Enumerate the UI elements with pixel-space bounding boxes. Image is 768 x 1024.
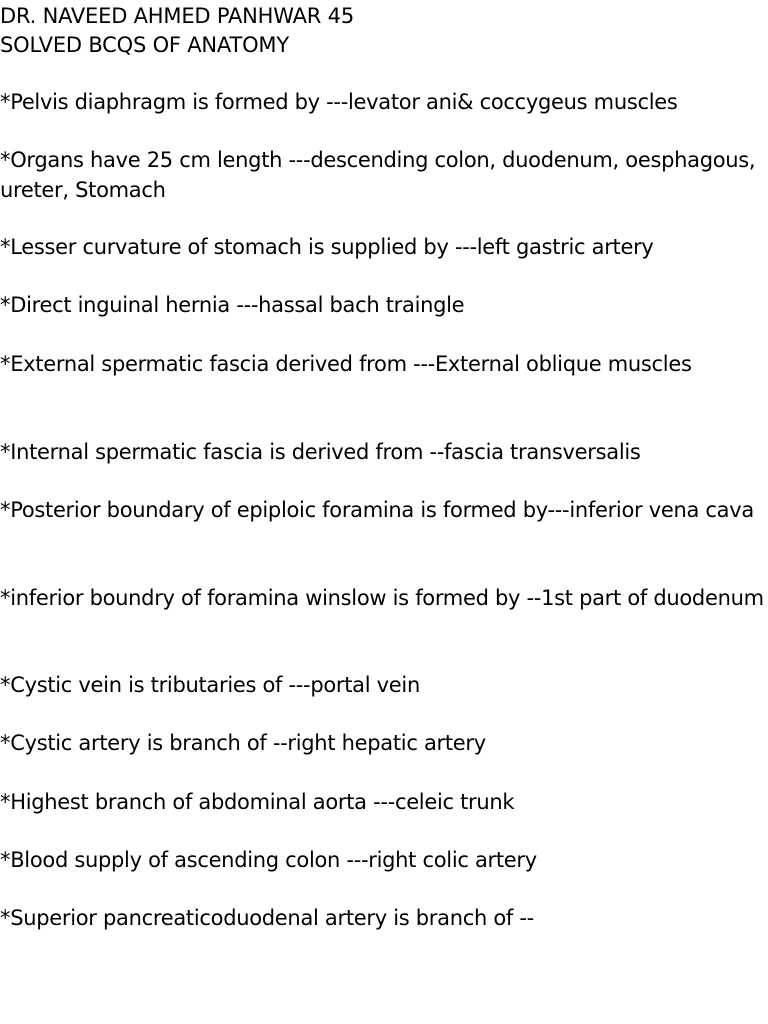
question-item: *Posterior boundary of epiploic foramina is formed by---inferior vena cava — [0, 498, 754, 522]
question-item: *External spermatic fascia derived from ---External oblique muscles — [0, 352, 692, 376]
question-item: *Highest branch of abdominal aorta ---celeic trunk — [0, 790, 515, 814]
question-item: *Organs have 25 cm length ---descending colon, duodenum, oesphagous, ureter, Stomach — [0, 148, 756, 202]
question-item: *Direct inguinal hernia ---hassal bach traingle — [0, 293, 465, 317]
question-item: *Blood supply of ascending colon ---right colic artery — [0, 848, 537, 872]
question-item: *Cystic vein is tributaries of ---portal vein — [0, 673, 420, 697]
author-title: DR. NAVEED AHMED PANHWAR 45 — [0, 4, 354, 28]
question-item: *Pelvis diaphragm is formed by ---levator ani& coccygeus muscles — [0, 90, 678, 114]
question-item: *Internal spermatic fascia is derived from --fascia transversalis — [0, 440, 641, 464]
question-item: *Lesser curvature of stomach is supplied by ---left gastric artery — [0, 235, 654, 259]
question-item: *Superior pancreaticoduodenal artery is branch of -- — [0, 906, 534, 930]
question-item: *inferior boundry of foramina winslow is formed by --1st part of duodenum — [0, 586, 764, 610]
document-header — [0, 2, 768, 59]
question-item: *Cystic artery is branch of --right hepatic artery — [0, 731, 486, 755]
document-subtitle: SOLVED BCQS OF ANATOMY — [0, 32, 289, 57]
